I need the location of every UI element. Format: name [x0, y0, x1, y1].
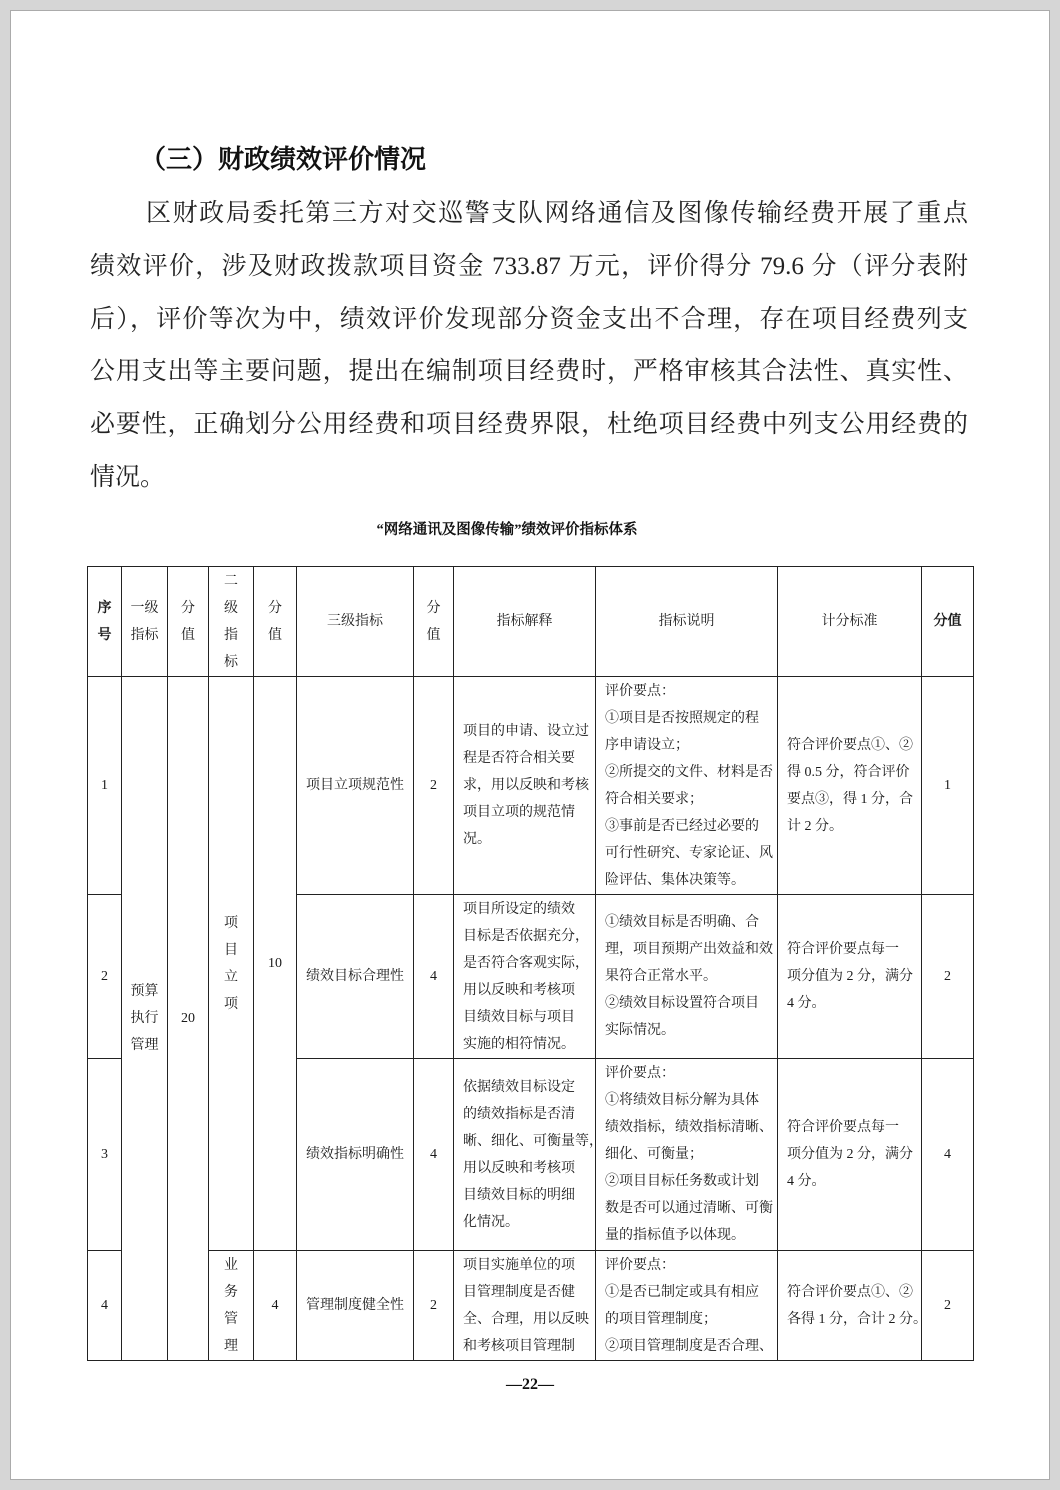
paragraph-line: 必要性，正确划分公用经费和项目经费界限，杜绝项目经费中列支公用经费的 [90, 411, 968, 439]
cell-level1-score: 20 [168, 677, 209, 1361]
cell-level3-indicator: 绩效目标合理性 [297, 895, 414, 1059]
cell-description: 评价要点： ①项目是否按照规定的程 序申请设立； ②所提交的文件、材料是否 符合相关要求； ③事前是否已经过必要的 可行性研究、专家论证、风 险评估、集体决策等。 [596, 677, 778, 895]
header-level1-score: 分 值 [168, 567, 209, 677]
cell-level1-indicator: 预算 执行 管理 [122, 677, 168, 1361]
paragraph-line: 后），评价等次为中，绩效评价发现部分资金支出不合理，存在项目经费列支 [90, 305, 968, 333]
cell-criteria: 符合评价要点每一 项分值为 2 分，满分 4 分。 [778, 1059, 922, 1251]
cell-seq: 3 [88, 1059, 122, 1251]
paragraph-line: 区财政局委托第三方对交巡警支队网络通信及图像传输经费开展了重点 [146, 200, 968, 227]
cell-level3-indicator: 绩效指标明确性 [297, 1059, 414, 1251]
cell-description: 评价要点： ①将绩效目标分解为具体 绩效指标，绩效指标清晰、 细化、可衡量； ②项目目标任务数或计划 数是否可以通过清晰、可衡 量的指标值予以体现。 [596, 1059, 778, 1251]
cell-level3-score: 4 [414, 1059, 454, 1251]
header-criteria: 计分标准 [778, 567, 922, 677]
cell-level3-indicator: 管理制度健全性 [297, 1251, 414, 1361]
paragraph-line: 绩效评价，涉及财政拨款项目资金 733.87 万元，评价得分 79.6 分（评分表附 [90, 252, 968, 280]
cell-criteria: 符合评价要点①、② 各得 1 分，合计 2 分。 [778, 1251, 922, 1361]
cell-description: 评价要点： ①是否已制定或具有相应 的项目管理制度； ②项目管理制度是否合理、 [596, 1251, 778, 1361]
header-explanation: 指标解释 [454, 567, 596, 677]
header-points: 分值 [922, 567, 974, 677]
paragraph-line: 公用支出等主要问题，提出在编制项目经费时，严格审核其合法性、真实性、 [90, 358, 968, 386]
cell-level2-score: 10 [254, 677, 297, 1251]
cell-explanation: 项目实施单位的项 目管理制度是否健 全、合理，用以反映 和考核项目管理制 [454, 1251, 596, 1361]
cell-points: 2 [922, 895, 974, 1059]
cell-points: 4 [922, 1059, 974, 1251]
table-body [88, 567, 974, 1361]
cell-level2-indicator: 业 务 管 理 [209, 1251, 254, 1361]
indicator-table [87, 566, 974, 1361]
header-description: 指标说明 [596, 567, 778, 677]
cell-description: ①绩效目标是否明确、合 理，项目预期产出效益和效 果符合正常水平。 ②绩效目标设置符合项目 实际情况。 [596, 895, 778, 1059]
cell-points: 2 [922, 1251, 974, 1361]
cell-level3-score: 2 [414, 677, 454, 895]
cell-seq: 1 [88, 677, 122, 895]
cell-level3-score: 4 [414, 895, 454, 1059]
cell-criteria: 符合评价要点①、② 得 0.5 分，符合评价 要点③，得 1 分，合 计 2 分。 [778, 677, 922, 895]
table-row [88, 1251, 974, 1361]
header-level2-score: 分 值 [254, 567, 297, 677]
table-header-row [88, 567, 974, 677]
cell-level3-indicator: 项目立项规范性 [297, 677, 414, 895]
cell-level2-indicator: 项 目 立 项 [209, 677, 254, 1251]
body-paragraph [90, 188, 968, 505]
cell-seq: 4 [88, 1251, 122, 1361]
section-heading: （三）财政绩效评价情况 [140, 145, 427, 174]
header-level2-indicator: 二 级 指 标 [209, 567, 254, 677]
cell-criteria: 符合评价要点每一 项分值为 2 分，满分 4 分。 [778, 895, 922, 1059]
cell-seq: 2 [88, 895, 122, 1059]
cell-explanation: 依据绩效目标设定 的绩效指标是否清 晰、细化、可衡量等， 用以反映和考核项 目绩效目标的明细 化情况。 [454, 1059, 596, 1251]
paragraph-line: 情况。 [90, 463, 166, 491]
table-title: “网络通讯及图像传输”绩效评价指标体系 [376, 522, 638, 538]
header-level3-score: 分 值 [414, 567, 454, 677]
cell-points: 1 [922, 677, 974, 895]
cell-explanation: 项目的申请、设立过 程是否符合相关要 求，用以反映和考核 项目立项的规范情 况。 [454, 677, 596, 895]
header-level1-indicator: 一级 指标 [122, 567, 168, 677]
table-row [88, 677, 974, 895]
page-number: —22— [506, 1376, 554, 1393]
cell-level3-score: 2 [414, 1251, 454, 1361]
cell-level2-score: 4 [254, 1251, 297, 1361]
header-level3-indicator: 三级指标 [297, 567, 414, 677]
header-seq: 序 号 [88, 567, 122, 677]
cell-explanation: 项目所设定的绩效 目标是否依据充分， 是否符合客观实际， 用以反映和考核项 目绩效目标与项目 实施的相符情况。 [454, 895, 596, 1059]
